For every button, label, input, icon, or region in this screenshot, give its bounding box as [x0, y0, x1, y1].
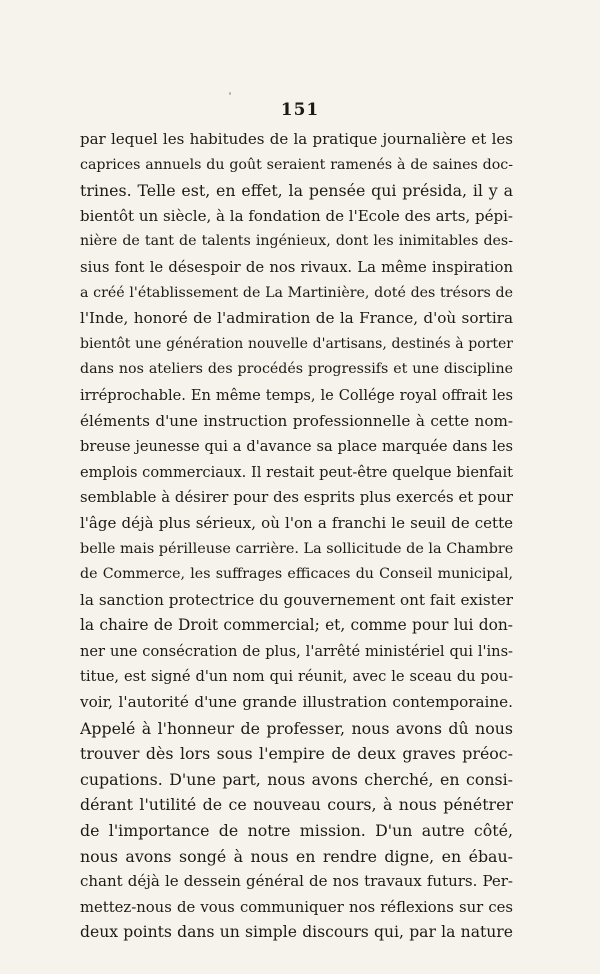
- text-line-21: ner une consécration de plus, l'arrêté ministériel qui l'ins-: [80, 642, 513, 660]
- text-line-17: belle mais périlleuse carrière. La sollicitude de la Chambre: [80, 540, 513, 557]
- text-line-8: l'Inde, honoré de l'admiration de la France, d'où sortira: [80, 309, 513, 328]
- text-line-12: éléments d'une instruction professionnelle à cette nom-: [80, 411, 513, 430]
- text-line-32: deux points dans un simple discours qui, par la nature: [80, 923, 513, 942]
- text-line-19: la sanction protectrice du gouvernement ont fait exister: [80, 590, 513, 609]
- paper-speck: [229, 92, 231, 95]
- text-line-5: nière de tant de talents ingénieux, dont les inimitables des-: [80, 233, 513, 250]
- body-text: [80, 127, 513, 946]
- text-line-7: a créé l'établissement de La Martinière, doté des trésors de: [80, 284, 513, 301]
- text-line-20: la chaire de Droit commercial; et, comme pour lui don-: [80, 616, 513, 635]
- text-line-29: nous avons songé à nous en rendre digne, en ébau-: [80, 846, 513, 866]
- text-line-28: de l'importance de notre mission. D'un autre côté,: [80, 821, 513, 841]
- text-line-6: sius font le désespoir de nos rivaux. La même inspiration: [80, 258, 513, 276]
- text-line-1: par lequel les habitudes de la pratique journalière et les: [80, 130, 513, 148]
- text-line-10: dans nos ateliers des procédés progressifs et une discipline: [80, 361, 513, 378]
- text-line-4: bientôt un siècle, à la fondation de l'Ecole des arts, pépi-: [80, 206, 513, 225]
- text-line-27: dérant l'utilité de ce nouveau cours, à nous pénétrer: [80, 795, 513, 815]
- page-number: 151: [280, 100, 320, 120]
- text-line-23: voir, l'autorité d'une grande illustration contemporaine.: [80, 693, 513, 712]
- text-line-24: Appelé à l'honneur de professer, nous avons dû nous: [80, 718, 513, 738]
- text-line-3: trines. Telle est, en effet, la pensée qui présida, il y a: [80, 181, 513, 201]
- text-line-18: de Commerce, les suffrages efficaces du Conseil municipal,: [80, 566, 513, 583]
- text-line-25: trouver dès lors sous l'empire de deux graves préoc-: [80, 744, 513, 764]
- text-line-31: mettez-nous de vous communiquer nos réflexions sur ces: [80, 898, 513, 916]
- text-line-11: irréprochable. En même temps, le Collége royal offrait les: [80, 386, 513, 404]
- text-line-26: cupations. D'une part, nous avons cherché, en consi-: [80, 769, 513, 789]
- text-line-13: breuse jeunesse qui a d'avance sa place marquée dans les: [80, 438, 513, 456]
- text-line-16: l'âge déjà plus sérieux, où l'on a franchi le seuil de cette: [80, 513, 513, 532]
- text-line-2: caprices annuels du goût seraient ramenés à de saines doc-: [80, 156, 513, 173]
- text-line-9: bientôt une génération nouvelle d'artisans, destinés à porter: [80, 335, 513, 352]
- text-line-15: semblable à désirer pour des esprits plus exercés et pour: [80, 489, 513, 507]
- text-line-14: emplois commerciaux. Il restait peut-être quelque bienfait: [80, 463, 513, 481]
- text-line-30: chant déjà le dessein général de nos travaux futurs. Per-: [80, 872, 513, 891]
- text-line-22: titue, est signé d'un nom qui réunit, avec le sceau du pou-: [80, 668, 513, 686]
